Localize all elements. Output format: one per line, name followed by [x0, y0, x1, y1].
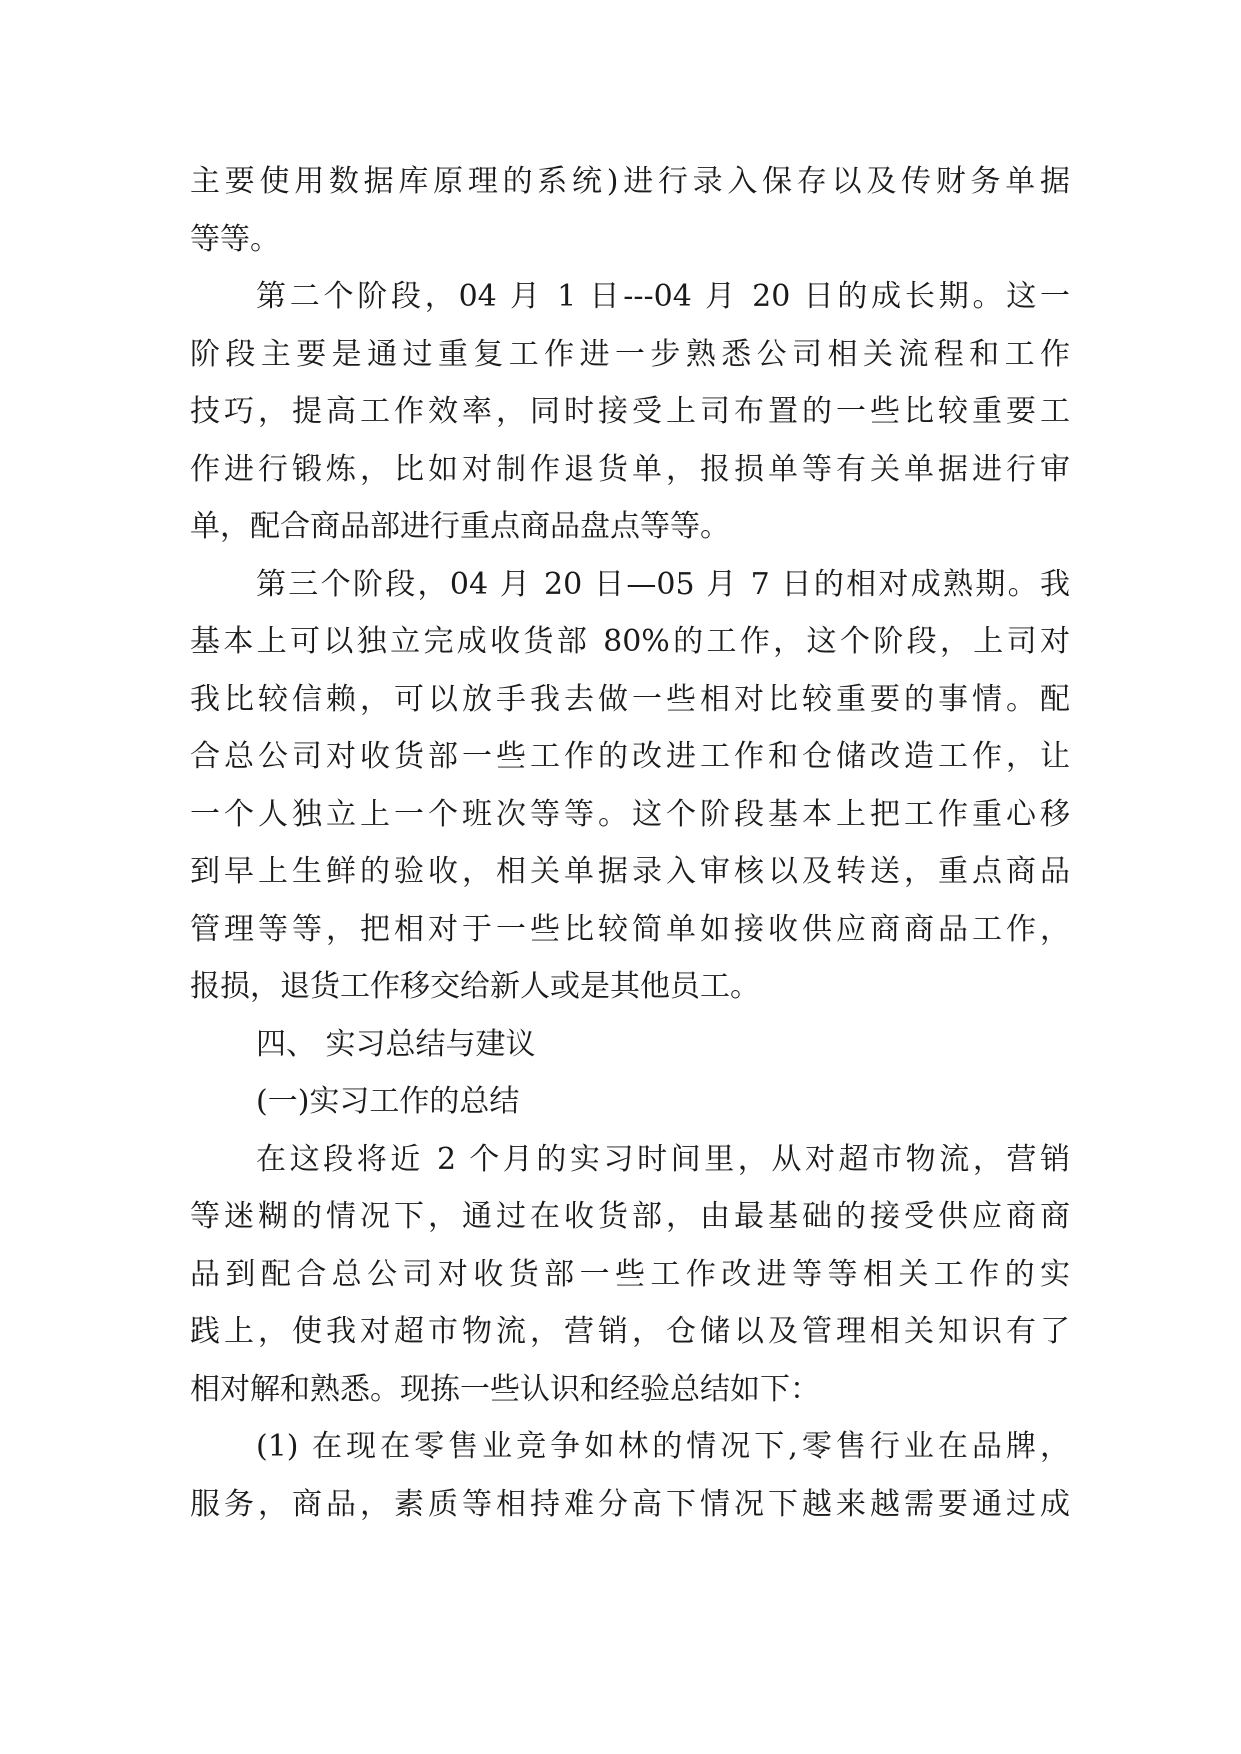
text-line: 合总公司对收货部一些工作的改进工作和仓储改造工作，让: [190, 739, 1070, 774]
text-line: 主要使用数据库原理的系统)进行录入保存以及传财务单据: [190, 164, 1070, 199]
text-line: 服务，商品，素质等相持难分高下情况下越来越需要通过成: [190, 1487, 1070, 1522]
text-line: 第二个阶段，04 月 1 日---04 月 20 日的成长期。这一: [256, 279, 1070, 314]
text-line: 品到配合总公司对收货部一些工作改进等等相关工作的实: [190, 1257, 1070, 1292]
text-line: 到早上生鲜的验收，相关单据录入审核以及转送，重点商品: [190, 854, 1070, 889]
text-line: 我比较信赖，可以放手我去做一些相对比较重要的事情。配: [190, 682, 1070, 717]
text-line: 阶段主要是通过重复工作进一步熟悉公司相关流程和工作: [190, 337, 1070, 372]
text-line: 等等。: [190, 222, 280, 257]
text-line: 技巧，提高工作效率，同时接受上司布置的一些比较重要工: [190, 394, 1070, 429]
text-line: 在这段将近 2 个月的实习时间里，从对超市物流，营销: [256, 1142, 1070, 1177]
text-line: (1) 在现在零售业竞争如林的情况下,零售行业在品牌，: [256, 1429, 1070, 1464]
subsection-heading: (一)实习工作的总结: [256, 1084, 520, 1119]
text-line: 单，配合商品部进行重点商品盘点等等。: [190, 509, 730, 544]
text-line: 第三个阶段，04 月 20 日—05 月 7 日的相对成熟期。我: [256, 567, 1070, 602]
text-line: 一个人独立上一个班次等等。这个阶段基本上把工作重心移: [190, 797, 1070, 832]
text-line: 基本上可以独立完成收货部 80%的工作，这个阶段，上司对: [190, 624, 1070, 659]
text-line: 等迷糊的情况下，通过在收货部，由最基础的接受供应商商: [190, 1199, 1070, 1234]
text-line: 作进行锻炼，比如对制作退货单，报损单等有关单据进行审: [190, 452, 1070, 487]
text-line: 管理等等，把相对于一些比较简单如接收供应商商品工作，: [190, 912, 1070, 947]
text-line: 报损，退货工作移交给新人或是其他员工。: [190, 969, 760, 1004]
text-line: 相对解和熟悉。现拣一些认识和经验总结如下：: [190, 1372, 820, 1407]
text-line: 践上，使我对超市物流，营销，仓储以及管理相关知识有了: [190, 1314, 1070, 1349]
section-heading: 四、 实习总结与建议: [256, 1027, 536, 1062]
